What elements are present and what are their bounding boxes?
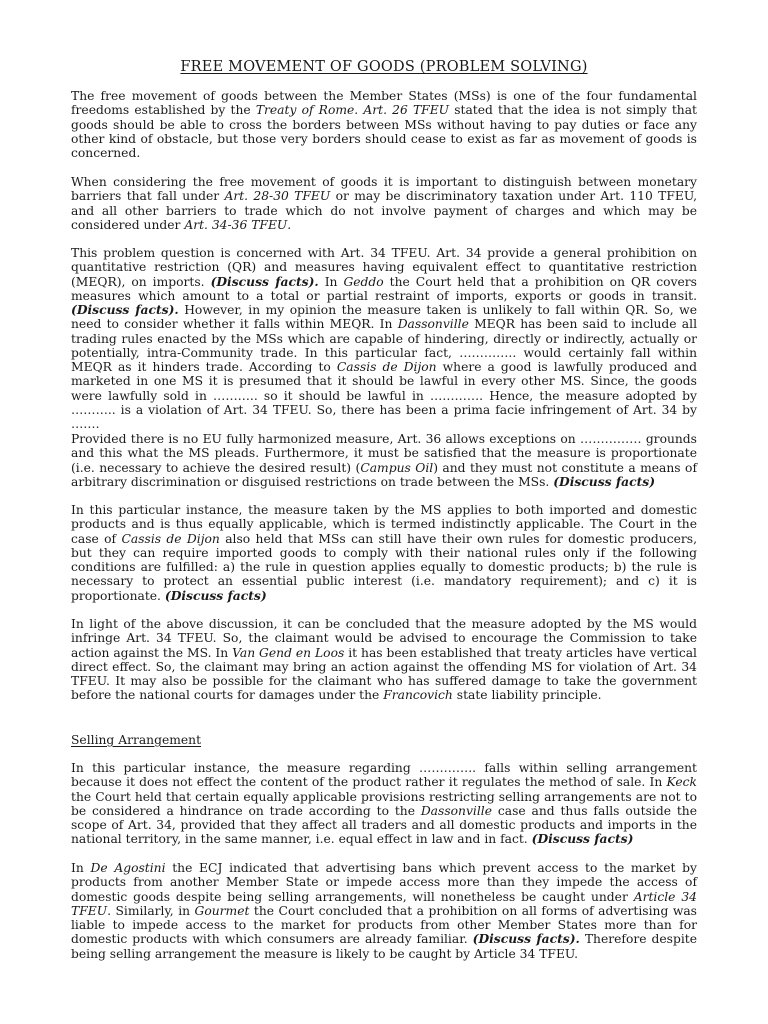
text-run: or may be discriminatory taxation under Art. 110 TFEU, and all other barriers to trade which do not involve payment of charges and which may be considered under	[71, 189, 698, 232]
text-run: In this particular instance, the measure regarding ………….. falls within selling arrangement because it does not effect the content of the product rather it regulates the method of sale. In	[71, 761, 697, 790]
text-run: case and thus falls outside the scope of Art. 34, provided that they affect all traders and all domestic products and imports in the national territory, in the same manner, i.e. equal effect in law and in fact.	[71, 803, 697, 847]
text-run: the Court held that a prohibition on QR covers measures which amount to a total or partial restraint of imports, exports or goods in transit.	[71, 274, 697, 303]
text-run: Provided there is no EU fully harmonized measure, Art. 36 allows exceptions on …………… grounds and this what the MS pleads. Furthermore, it must be satisfied that the measure is proportionate (i.e. necessary to achieve the desired result) (	[71, 432, 697, 475]
case-or-statute-reference: Gourmet	[194, 903, 250, 918]
case-or-statute-reference: Article 34 TFEU	[71, 889, 697, 918]
discuss-facts-prompt: (Discuss facts).	[472, 931, 580, 947]
discuss-facts-prompt: (Discuss facts).	[210, 273, 319, 289]
text-run: In	[71, 861, 91, 875]
text-run: it has been established that treaty articles have vertical direct effect. So, the claimant may bring an action against the offending MS for violation of Art. 34 TFEU. It may also be possible for the claimant who has suffered damage to take the government before the national courts for damages under the	[71, 645, 697, 703]
case-or-statute-reference: Art. 28-30 TFEU	[224, 189, 331, 204]
text-run: When considering the free movement of goods it is important to distinguish between monetary barriers that fall under	[71, 175, 697, 204]
paragraph-selling-arrangement	[71, 761, 697, 847]
text-run: ) and they must not constitute a means of arbitrary discrimination or disguised restrictions on trade between the MSs.	[71, 460, 698, 489]
case-or-statute-reference: Campus Oil	[360, 460, 434, 475]
case-or-statute-reference: Keck	[666, 775, 697, 790]
case-or-statute-reference: Cassis de Dijon	[121, 531, 220, 546]
case-or-statute-reference: Geddo	[343, 274, 384, 289]
paragraph-barriers	[71, 175, 697, 232]
text-run: the Court held that certain equally applicable provisions restricting selling arrangements are not to be considered a hindrance on trade according to the	[71, 789, 697, 818]
text-run: also held that MSs can still have their own rules for domestic producers, but they can require imported goods to comply with their national rules only if the following conditions are fulfilled: a) the rule in question applies equally to domestic products; b) the rule is necessary to protect an essential public interest (i.e. mandatory requirement); and c) it is proportionate.	[71, 531, 697, 603]
text-run: where a good is lawfully produced and marketed in one MS it is presumed that it should be lawful in every other MS. Since, the goods were lawfully sold in ……….. so it should be lawful in …………. Hence, the measure adopted by ……….. is a violation of Art. 34 TFEU. So, there has been a prima facie infringement of Art. 34 by …….	[71, 360, 697, 431]
text-run: .	[354, 103, 364, 118]
text-run: The free movement of goods between the Member States (MSs) is one of the four fundamental freedoms established by the	[71, 89, 697, 118]
text-run: However, in my opinion the measure taken is unlikely to fall within QR. So, we need to consider whether it falls within MEQR. In	[71, 303, 697, 332]
text-run: In light of the above discussion, it can be concluded that the measure adopted by the MS would infringe Art. 34 TFEU. So, the claimant would be advised to encourage the Commission to take action against the MS. In	[71, 617, 697, 660]
case-or-statute-reference: Cassis de Dijon	[336, 360, 437, 374]
section-heading-selling-arrangement: Selling Arrangement	[71, 733, 202, 747]
text-run: In	[318, 274, 344, 289]
paragraph-art36-exceptions	[71, 432, 697, 489]
text-run: stated that the idea is not simply that goods should be able to cross the borders between MSs without having to pay duties or face any other kind of obstacle, but those very borders should cease to exist as far as movement of goods is concerned.	[71, 103, 697, 160]
case-or-statute-reference: Dassonville	[397, 317, 469, 332]
discuss-facts-prompt: (Discuss facts)	[531, 831, 634, 847]
text-run: MEQR has been said to include all trading rules enacted by the MSs which are capable of hindering, directly or indirectly, actually or potentially, intra-Community trade. In this particular fact, ………….. would certainly fall within MEQR as it hinders trade. According to	[71, 317, 698, 374]
case-or-statute-reference: Treaty of Rome	[255, 103, 355, 118]
document-title: FREE MOVEMENT OF GOODS (PROBLEM SOLVING)	[180, 59, 588, 75]
case-or-statute-reference: Art. 34-36 TFEU	[184, 217, 288, 232]
paragraph-art34-analysis	[71, 246, 697, 431]
text-run: state liability principle.	[452, 688, 602, 703]
text-run: In this particular instance, the measure taken by the MS applies to both imported and domestic products and is thus equally applicable, which is termed indistinctly applicable. The Court in the case of	[71, 503, 697, 546]
paragraph-advertising-bans	[71, 861, 697, 961]
text-run: . Similarly, in	[107, 903, 195, 918]
text-run: .	[287, 217, 292, 232]
case-or-statute-reference: Van Gend en Loos	[232, 645, 345, 660]
discuss-facts-prompt: (Discuss facts)	[553, 473, 656, 489]
paragraph-indistinct-applicability	[71, 503, 697, 603]
paragraph-intro	[71, 89, 697, 160]
text-run: the ECJ indicated that advertising bans which prevent access to the market by products from another Member State or impede access more than they impede the access of domestic goods despite being selling arrangements, will nonetheless be caught under	[71, 861, 697, 904]
case-or-statute-reference: Francovich	[383, 688, 453, 703]
case-or-statute-reference: Art. 26 TFEU	[363, 103, 450, 118]
text-run: the Court concluded that a prohibition on all forms of advertising was liable to impede access to the market for products from other Member States more than for domestic products with which consumers are already familiar.	[71, 903, 697, 947]
paragraph-conclusion	[71, 617, 697, 703]
discuss-facts-prompt: (Discuss facts)	[164, 587, 267, 603]
case-or-statute-reference: Dassonville	[420, 803, 492, 818]
discuss-facts-prompt: (Discuss facts).	[71, 302, 179, 317]
text-run: Therefore despite being selling arrangement the measure is likely to be caught by Article 34 TFEU.	[71, 932, 697, 961]
case-or-statute-reference: De Agostini	[90, 861, 166, 875]
text-run: This problem question is concerned with Art. 34 TFEU. Art. 34 provide a general prohibition on quantitative restriction (QR) and measures having equivalent effect to quantitative restriction (MEQR), on imports.	[71, 246, 697, 289]
